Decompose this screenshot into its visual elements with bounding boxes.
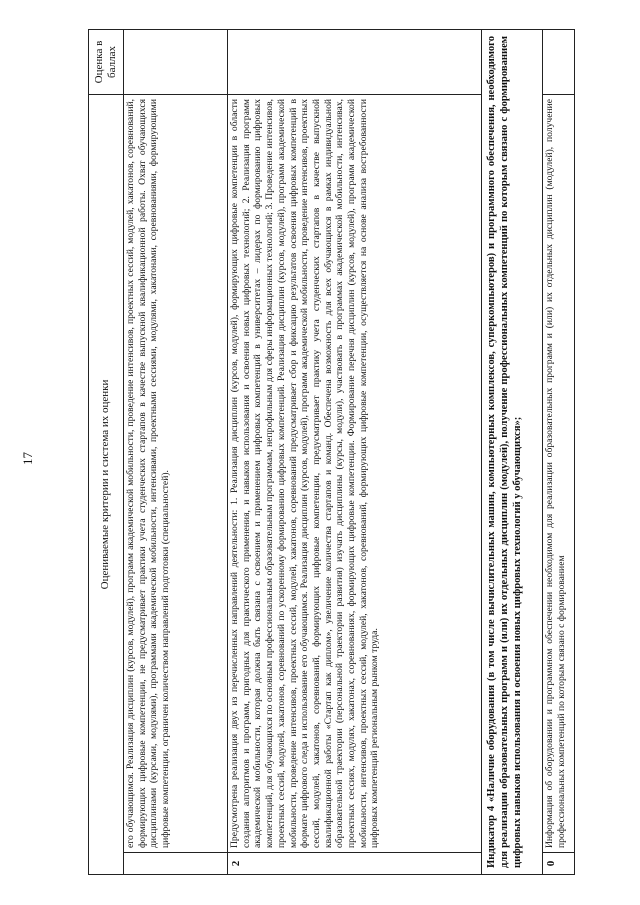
criteria-text: Предусмотрена реализация двух из перечисленных направлений деятельности: 1. Реализация дисциплин (курсов, модулей), формирующих цифровые компетенции в области создания алгоритмов и программ, пригодных для практического применения, и навыков использования и освоения новых цифровых технологий; 2. Реализация программ академической мобильности, которая должна быть связана с освоением и применением цифровых компетенций в университетах – лидерах по формированию цифровых компетенций, для обучающихся по основным профессиональным образовательным программам, непрофильным для сферы информационных технологий; 3. Проведение интенсивов, проектных сессий, модулей, хакатонов, соревнований по ускоренному формированию цифровых компетенций. Реализация дисциплин (курсов, модулей), программ академической мобильности, проведение интенсивов, проектных сессий, модулей, хакатонов, соревнований предусматривает сбор и фиксацию результатов освоения цифровых компетенций в формате цифрового следа и использование его обучающимся. Реализация дисциплин (курсов, модулей), программ академической мобильности, проведение интенсивов, проектных сессий, модулей, хакатонов, соревнований, формирующих цифровые компетенции, предусматривает практику учета студенческих стартапов в качестве выпускной квалификационной работы «Стартап как диплом», увеличение количества стартапов и команд. Обеспечена возможность для всех обучающихся в рамках индивидуальной образовательной траектории (персональной траектории развития) изучать дисциплины (курсы, модули), участвовать в программах академической мобильности, интенсивах, проектных сессиях, модулях, хакатонах, соревнованиях, формирующих цифровые компетенции. Формирование перечня дисциплин (курсов, модулей), программ академической мобильности, интенсивов, проектных сессий, модулей, хакатонов, соревнований, формирующих цифровые компетенции, осуществляется на основе анализа востребованности цифровых компетенций региональным рынком труда.: [228, 95, 482, 853]
criteria-text: Информация об оборудовании и программном обеспечении необходимом для реализации образовательных программ и (или) их отдельных дисциплин (модулей), получение профессиональных компетенций по которым связано с формированием: [543, 95, 575, 853]
page-number: 17: [20, 452, 35, 465]
score-cell: [228, 30, 482, 95]
table-header-row: [89, 30, 124, 875]
score-header: Оценка в баллах: [89, 30, 124, 95]
criteria-table: [88, 29, 575, 875]
row-number: [124, 853, 228, 875]
row-number: 2: [228, 853, 482, 875]
score-cell: [124, 30, 228, 95]
criteria-header: Оцениваемые критерии и система их оценки: [89, 95, 124, 875]
row-number: 0: [543, 853, 575, 875]
table-row: [124, 30, 228, 875]
criteria-text: его обучающимся. Реализация дисциплин (курсов, модулей), программ академической мобильности, проведение интенсивов, проектных сессий, модулей, хакатонов, соревнований, формирующих цифровые компетенции, не предусматривает практики учета студенческих стартапов в качестве выпускной квалификационной работы. Охват обучающихся дисциплинами (курсами, модулями), программами академической мобильности, интенсивами, проектными сессиями, модулями, хакатонами, соревнованиями, формирующими цифровые компетенции, ограничен количеством направлений подготовки (специальностей).: [124, 95, 228, 853]
indicator-4-title: Индикатор 4 «Наличие оборудования (в том числе вычислительных машин, компьютерных комплексов, суперкомпьютеров) и программного обеспечения, необходимого для реализации образовательных программ и (или) их отдельных дисциплин (модулей), получение профессиональных компетенций по которым связано с формированием цифровых навыков использования и освоения новых цифровых технологий у обучающихся»;: [482, 30, 543, 875]
indicator-row: [482, 30, 543, 875]
table-row: [228, 30, 482, 875]
score-cell: [543, 30, 575, 95]
table-row: [543, 30, 575, 875]
